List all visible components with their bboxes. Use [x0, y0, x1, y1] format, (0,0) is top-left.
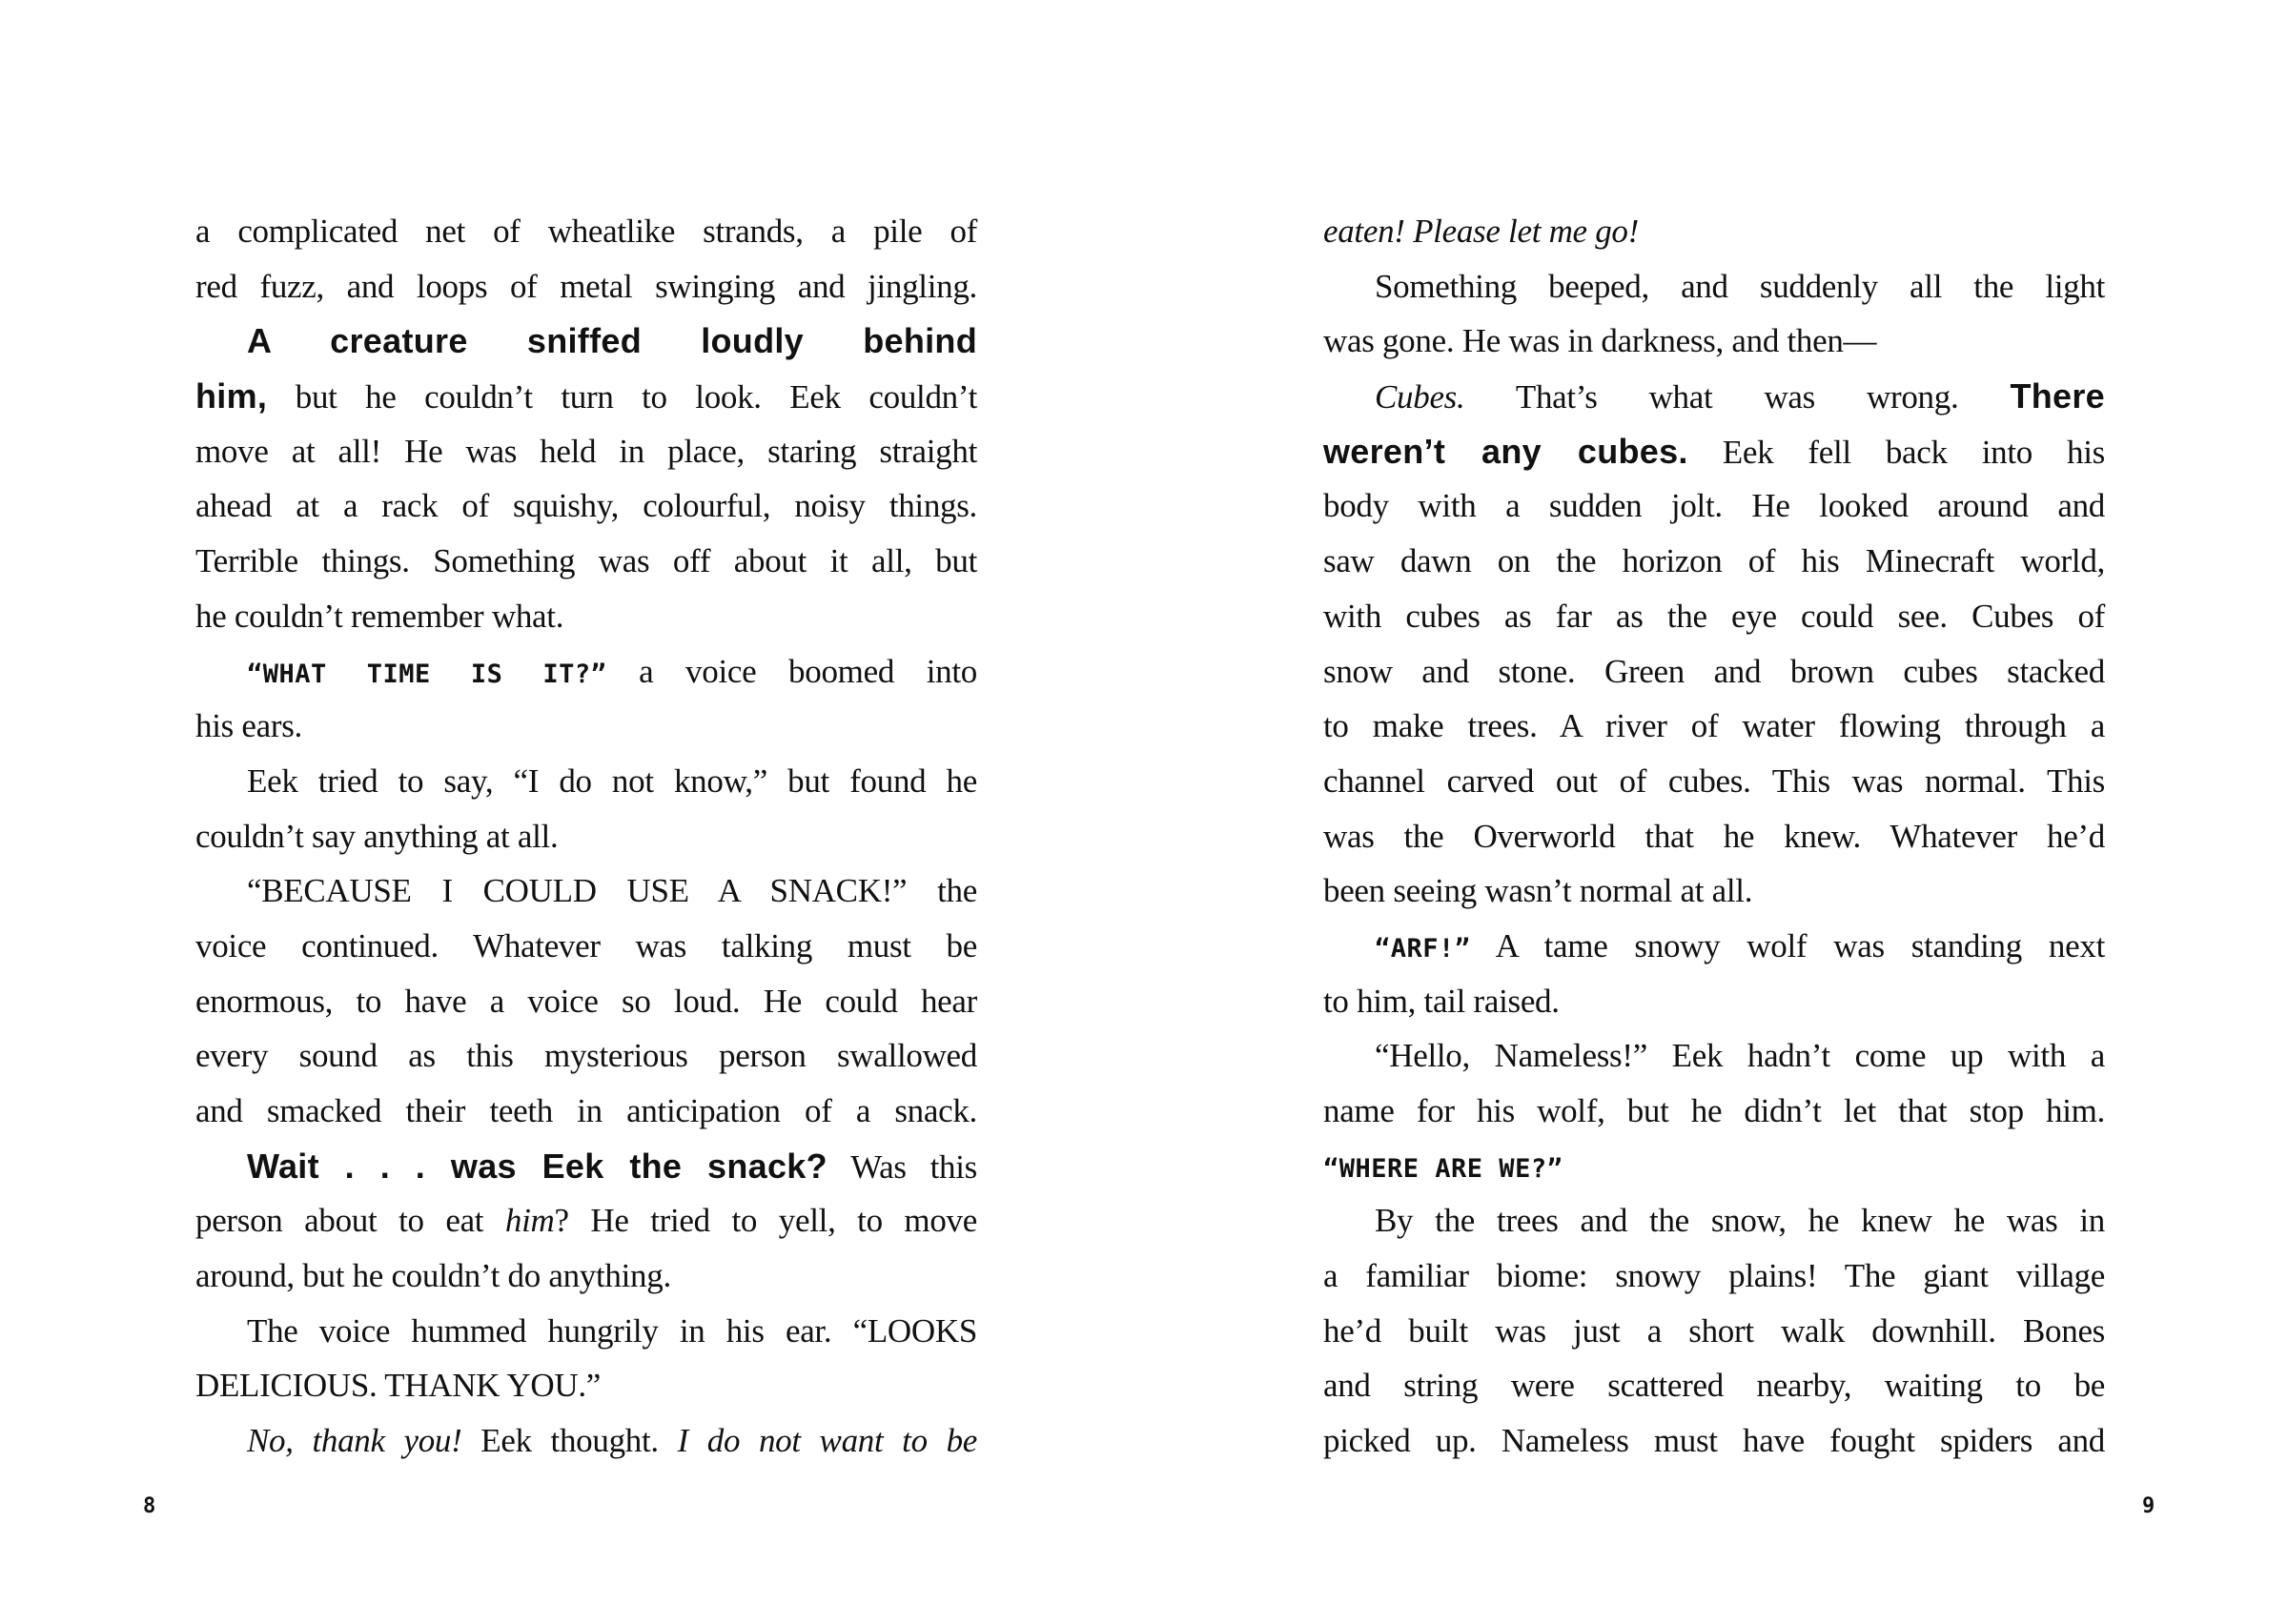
text-run: every sound as this mysterious person swallowed — [195, 1037, 977, 1075]
text-run: ? He tried to yell, to move — [554, 1202, 977, 1240]
italic-text: No, thank you! — [247, 1422, 462, 1460]
bold-emphasis: There — [2010, 376, 2105, 416]
text-line — [1323, 1358, 2105, 1413]
text-line — [1323, 204, 2105, 259]
text-run: voice continued. Whatever was talking must be — [195, 926, 977, 964]
text-line — [195, 369, 977, 424]
text-line — [195, 1304, 977, 1359]
text-line — [195, 1139, 977, 1194]
text-line — [1323, 589, 2105, 644]
text-run: Something beeped, and suddenly all the light — [1375, 267, 2105, 305]
text-run: snow and stone. Green and brown cubes stacked — [1323, 652, 2105, 690]
pixel-caps-text: “WHAT TIME IS IT?” — [247, 659, 607, 689]
text-line — [1323, 534, 2105, 589]
text-run: name for his wolf, but he didn’t let that stop him. — [1323, 1092, 2105, 1129]
text-run: picked up. Nameless must have fought spiders and — [1323, 1422, 2105, 1460]
text-run: That’s what was wrong. — [1464, 378, 2011, 416]
text-run: his ears. — [195, 707, 302, 745]
text-line — [1323, 1248, 2105, 1304]
text-line — [195, 1413, 977, 1469]
text-line — [1323, 478, 2105, 534]
italic-text: eaten! Please let me go! — [1323, 213, 1639, 250]
text-run: Eek fell back into his — [1687, 433, 2106, 471]
text-line — [1323, 809, 2105, 864]
right-page-text — [1323, 204, 2105, 1469]
text-line — [1323, 863, 2105, 919]
text-run: with cubes as far as the eye could see. Cubes of — [1323, 597, 2105, 635]
italic-text: him — [504, 1202, 555, 1240]
left-page-text — [195, 204, 977, 1469]
text-run: he couldn’t remember what. — [195, 597, 564, 635]
text-line — [195, 259, 977, 315]
text-line — [195, 754, 977, 809]
italic-text: Cubes. — [1375, 378, 1465, 416]
text-run: ahead at a rack of squishy, colourful, noisy things. — [195, 487, 977, 525]
text-run: “Hello, Nameless!” Eek hadn’t come up with a — [1375, 1037, 2105, 1075]
text-line — [195, 809, 977, 864]
text-line — [1323, 1304, 2105, 1359]
text-line — [195, 1358, 977, 1413]
bold-emphasis: weren’t any cubes. — [1323, 431, 1688, 471]
text-line — [195, 919, 977, 974]
text-run: was gone. He was in darkness, and then— — [1323, 322, 1877, 360]
text-run: body with a sudden jolt. He looked around and — [1323, 487, 2105, 525]
text-run: Terrible things. Something was off about it all, but — [195, 542, 977, 580]
text-line — [195, 1084, 977, 1139]
text-line — [195, 699, 977, 754]
text-line — [195, 534, 977, 589]
bold-emphasis: A creature sniffed loudly behind — [247, 321, 977, 361]
text-line — [195, 1248, 977, 1304]
italic-text: I do not want to be — [677, 1422, 978, 1460]
text-line — [195, 589, 977, 644]
text-run: and string were scattered nearby, waiting to be — [1323, 1367, 2105, 1405]
text-line — [1323, 1413, 2105, 1469]
text-run: red fuzz, and loops of metal swinging and jingling. — [195, 267, 977, 305]
text-line — [1323, 314, 2105, 369]
text-line — [195, 478, 977, 534]
text-run: enormous, to have a voice so loud. He could hear — [195, 982, 977, 1020]
text-line — [1323, 1193, 2105, 1248]
bold-emphasis: Wait . . . was Eek the snack? — [247, 1146, 827, 1186]
text-run: to make trees. A river of water flowing through a — [1323, 707, 2105, 745]
text-run: “BECAUSE I COULD USE A SNACK!” the — [247, 872, 977, 910]
bold-emphasis: him, — [195, 376, 268, 416]
text-run: couldn’t say anything at all. — [195, 817, 559, 855]
text-run: Was this — [827, 1147, 977, 1186]
text-run: but he couldn’t turn to look. Eek couldn’t — [267, 378, 977, 416]
text-run: channel carved out of cubes. This was normal. This — [1323, 761, 2105, 800]
text-line — [1323, 644, 2105, 700]
pixel-caps-text: “ARF!” — [1375, 933, 1471, 964]
text-run: a complicated net of wheatlike strands, a pile of — [195, 213, 977, 250]
text-run: move at all! He was held in place, staring straight — [195, 432, 977, 470]
text-line — [1323, 1028, 2105, 1084]
page-number-left: 8 — [143, 1494, 156, 1518]
text-line — [195, 1028, 977, 1084]
text-run: he’d built was just a short walk downhill. Bones — [1323, 1311, 2105, 1350]
text-line — [1323, 699, 2105, 754]
text-line — [195, 863, 977, 919]
text-run: Eek thought. — [461, 1422, 678, 1460]
text-line — [1323, 754, 2105, 809]
pixel-caps-text: “WHERE ARE WE?” — [1323, 1153, 1563, 1184]
text-run: and smacked their teeth in anticipation of a snack. — [195, 1092, 977, 1129]
text-line — [1323, 1139, 2105, 1194]
text-run: The voice hummed hungrily in his ear. “LOOKS — [247, 1311, 977, 1350]
text-line — [1323, 919, 2105, 974]
text-run: DELICIOUS. THANK YOU.” — [195, 1367, 602, 1405]
page-number-right: 9 — [2142, 1494, 2155, 1518]
text-line — [1323, 424, 2105, 479]
text-run: to him, tail raised. — [1323, 982, 1560, 1020]
text-run: a voice boomed into — [606, 652, 977, 690]
text-line — [195, 204, 977, 259]
text-line — [195, 974, 977, 1029]
text-run: a familiar biome: snowy plains! The giant village — [1323, 1257, 2105, 1295]
text-line — [195, 424, 977, 479]
text-run: A tame snowy wolf was standing next — [1470, 926, 2105, 964]
text-line — [1323, 369, 2105, 424]
text-run: Eek tried to say, “I do not know,” but found he — [247, 761, 977, 800]
text-run: around, but he couldn’t do anything. — [195, 1257, 671, 1295]
text-line — [195, 314, 977, 369]
text-line — [1323, 1084, 2105, 1139]
text-run: person about to eat — [195, 1202, 505, 1240]
text-run: been seeing wasn’t normal at all. — [1323, 872, 1753, 910]
text-line — [195, 644, 977, 700]
text-line — [1323, 259, 2105, 315]
text-line — [1323, 974, 2105, 1029]
text-line — [195, 1193, 977, 1248]
text-run: By the trees and the snow, he knew he was in — [1375, 1202, 2105, 1240]
text-run: saw dawn on the horizon of his Minecraft world, — [1323, 542, 2105, 580]
text-run: was the Overworld that he knew. Whatever he’d — [1323, 817, 2105, 855]
